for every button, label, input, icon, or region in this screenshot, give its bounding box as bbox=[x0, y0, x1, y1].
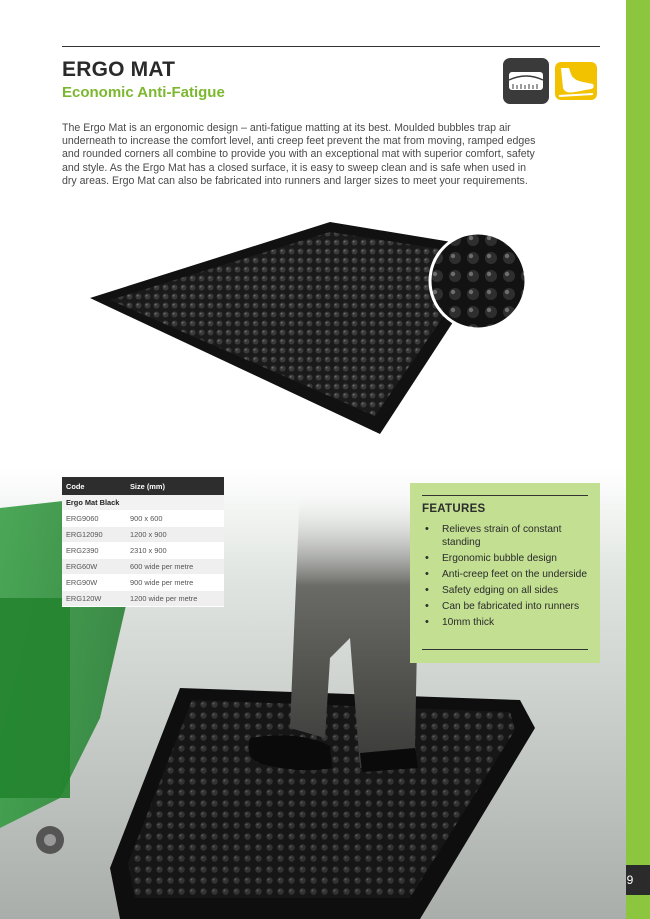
header-rule bbox=[62, 46, 600, 47]
cell-size: 600 wide per metre bbox=[126, 559, 224, 575]
features-top-rule bbox=[422, 495, 588, 496]
features-panel bbox=[410, 483, 600, 663]
size-table bbox=[62, 477, 224, 607]
feature-item: • Safety edging on all sides bbox=[422, 584, 592, 597]
table-row bbox=[62, 527, 224, 543]
page-title: ERGO MAT bbox=[62, 58, 176, 81]
table-row bbox=[62, 511, 224, 527]
measuring-tape-icon bbox=[503, 58, 549, 104]
page-number: 9 bbox=[610, 865, 650, 895]
cell-size: 900 wide per metre bbox=[126, 575, 224, 591]
cell-size: 1200 x 900 bbox=[126, 527, 224, 543]
bubble-closeup-photo bbox=[428, 231, 528, 331]
cell-code: ERG60W bbox=[62, 559, 126, 575]
features-bottom-rule bbox=[422, 649, 588, 650]
feature-item: • Relieves strain of constant standing bbox=[422, 523, 592, 549]
feature-item: • Ergonomic bubble design bbox=[422, 552, 592, 565]
cell-code: ERG90W bbox=[62, 575, 126, 591]
table-group-row bbox=[62, 495, 224, 511]
table-header-row bbox=[62, 477, 224, 495]
feature-item: • Can be fabricated into runners bbox=[422, 600, 592, 613]
cell-size: 2310 x 900 bbox=[126, 543, 224, 559]
intro-paragraph: The Ergo Mat is an ergonomic design – anti-fatigue matting at its best. Moulded bubbles trap air underneath to increase the comfort level, anti creep feet prevent the mat from moving, ramped edges and rounded corners all combine to provide you with an exceptional mat with superior comfort, safety and style. As the Ergo Mat has a closed surface, it is easy to sweep clean and is safe when used in dry areas. Ergo Mat can also be fabricated into runners and larger sizes to meet your requirements. bbox=[62, 122, 536, 187]
side-accent-bar bbox=[626, 0, 650, 919]
foot-comfort-icon bbox=[553, 58, 599, 104]
cell-size: 1200 wide per metre bbox=[126, 591, 224, 607]
cell-code: ERG9060 bbox=[62, 511, 126, 527]
feature-item: • 10mm thick bbox=[422, 616, 592, 629]
cell-size: 900 x 600 bbox=[126, 511, 224, 527]
cell-code: ERG12090 bbox=[62, 527, 126, 543]
header-code: Code bbox=[62, 477, 126, 495]
table-row bbox=[62, 575, 224, 591]
features-heading: FEATURES bbox=[422, 503, 486, 515]
header-size: Size (mm) bbox=[126, 477, 224, 495]
table-row bbox=[62, 559, 224, 575]
page-subtitle: Economic Anti-Fatigue bbox=[62, 84, 225, 101]
cell-code: ERG2390 bbox=[62, 543, 126, 559]
table-row bbox=[62, 543, 224, 559]
table-row bbox=[62, 591, 224, 607]
group-label: Ergo Mat Black bbox=[62, 495, 224, 511]
features-list bbox=[422, 523, 592, 632]
cell-code: ERG120W bbox=[62, 591, 126, 607]
feature-item: • Anti-creep feet on the underside bbox=[422, 568, 592, 581]
